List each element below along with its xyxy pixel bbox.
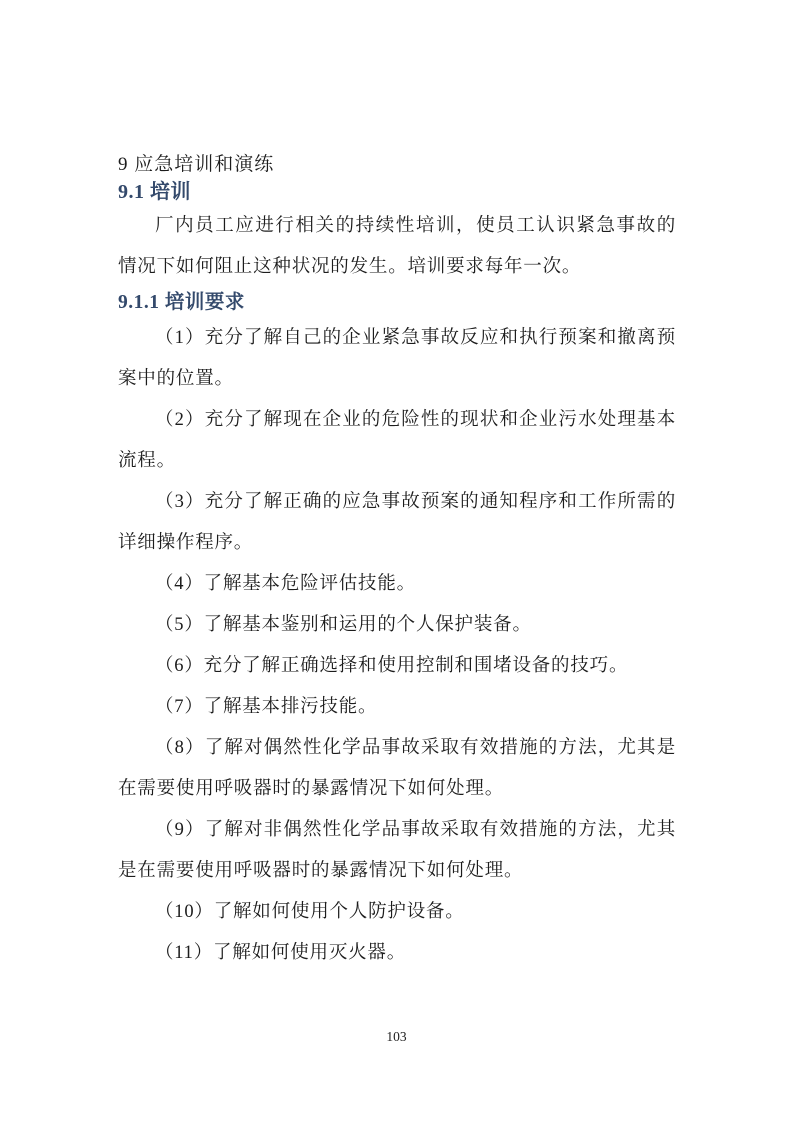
list-item-3: （3）充分了解正确的应急事故预案的通知程序和工作所需的详细操作程序。 xyxy=(118,492,676,553)
list-item-10: （10）了解如何使用个人防护设备。 xyxy=(155,902,465,922)
list-item-4: （4）了解基本危险评估技能。 xyxy=(155,574,416,594)
chapter-title: 9 应急培训和演练 xyxy=(118,154,275,175)
section-heading-training: 9.1 培训 xyxy=(118,181,191,203)
list-item-9: （9）了解对非偶然性化学品事故采取有效措施的方法，尤其是在需要使用呼吸器时的暴露情况下如何处理。 xyxy=(118,820,676,881)
list-item-5: （5）了解基本鉴别和运用的个人保护装备。 xyxy=(155,615,532,635)
list-item-2: （2）充分了解现在企业的危险性的现状和企业污水处理基本流程。 xyxy=(118,410,676,471)
list-item-6: （6）充分了解正确选择和使用控制和围堵设备的技巧。 xyxy=(155,656,629,676)
document-body xyxy=(118,152,676,974)
section-heading-training-requirements: 9.1.1 培训要求 xyxy=(118,292,245,313)
list-item-7: （7）了解基本排污技能。 xyxy=(155,697,378,717)
list-item-8: （8）了解对偶然性化学品事故采取有效措施的方法，尤其是在需要使用呼吸器时的暴露情况下如何处理。 xyxy=(118,738,676,799)
list-item-11: （11）了解如何使用灭火器。 xyxy=(155,943,407,963)
list-item-1: （1）充分了解自己的企业紧急事故反应和执行预案和撤离预案中的位置。 xyxy=(118,328,676,389)
training-intro-paragraph: 厂内员工应进行相关的持续性培训，使员工认识紧急事故的情况下如何阻止这种状况的发生。培训要求每年一次。 xyxy=(118,216,676,277)
page-number: 103 xyxy=(386,1029,407,1044)
